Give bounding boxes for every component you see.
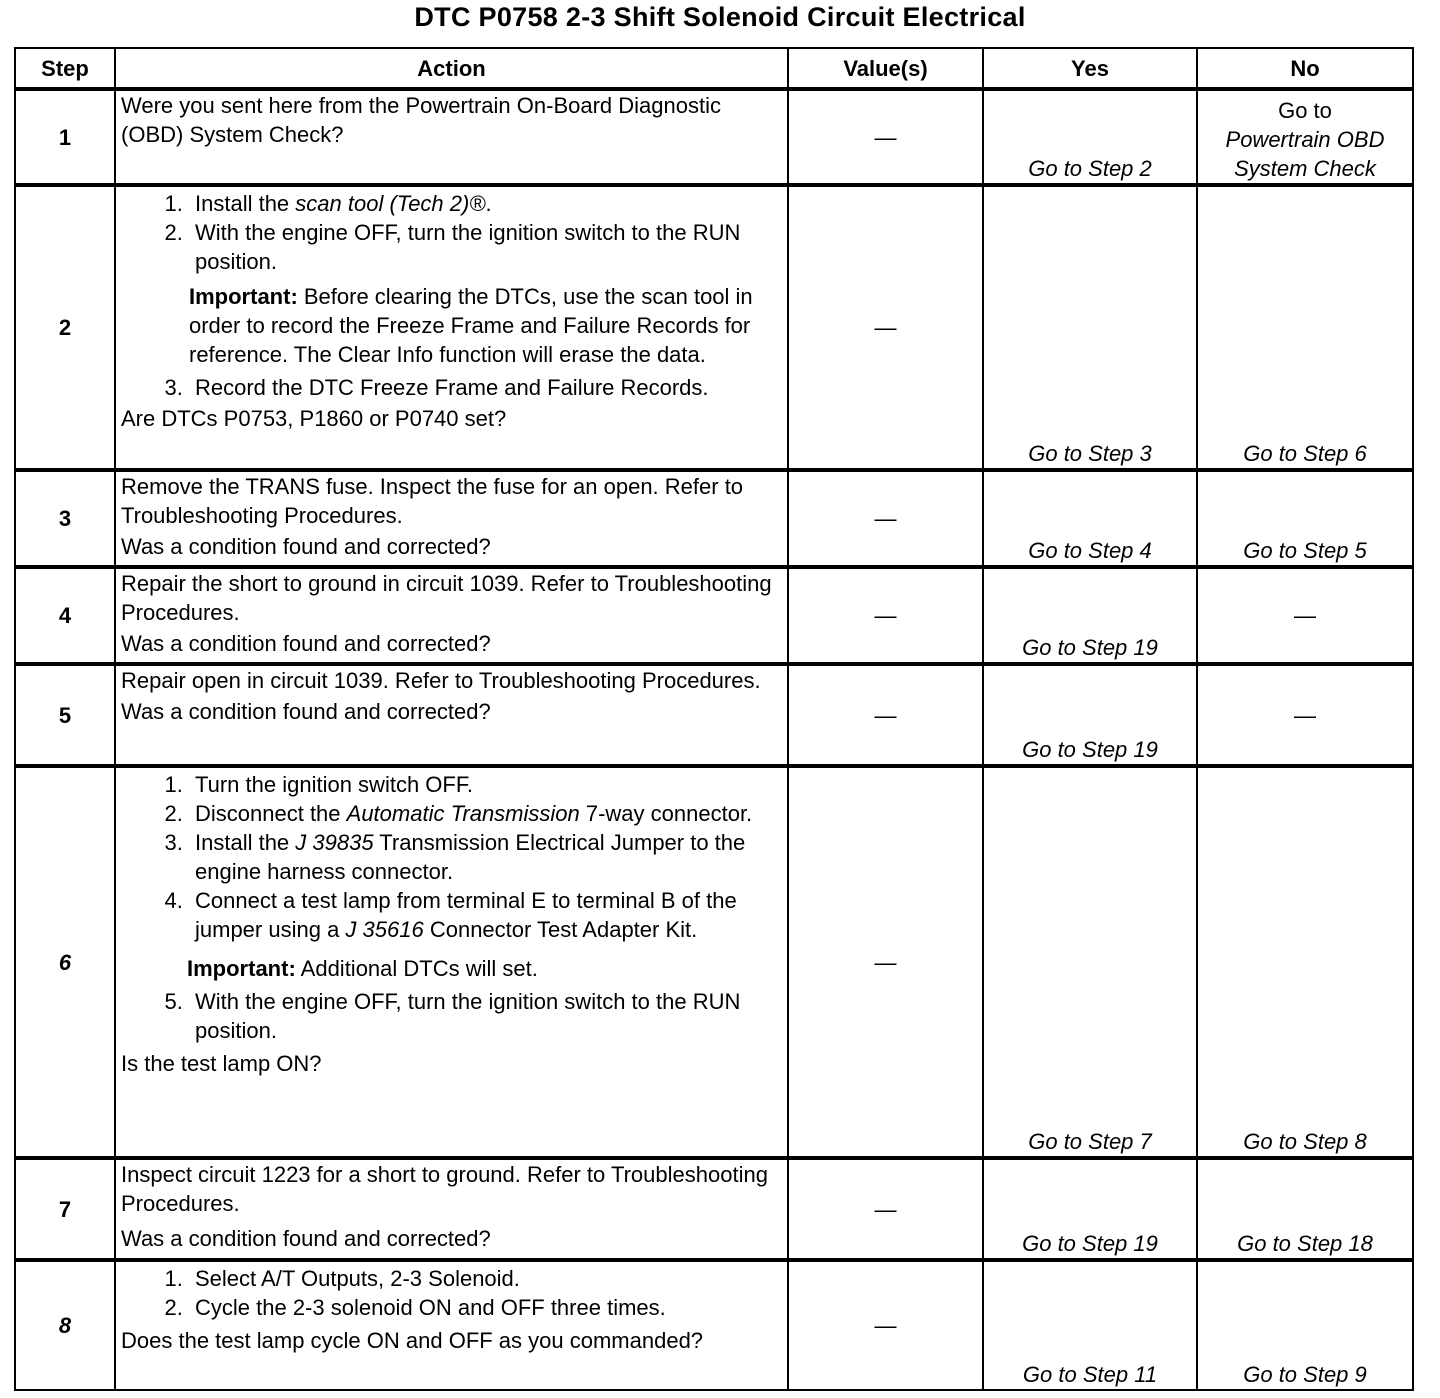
table-row-step-6 <box>15 766 1413 1158</box>
yes-cell: Go to Step 7 <box>983 766 1197 1158</box>
important-label: Important: <box>189 284 298 309</box>
action-cell <box>115 89 788 185</box>
no-cell <box>1197 89 1413 185</box>
yes-cell: Go to Step 4 <box>983 470 1197 567</box>
table-row-step-7 <box>15 1158 1413 1260</box>
action-cell <box>115 185 788 470</box>
important-text: Additional DTCs will set. <box>295 956 538 981</box>
important-text: Before clearing the DTCs, use the scan tool in order to record the Freeze Frame and Failure Records for reference. The Clear Info function will erase the data. <box>189 284 753 367</box>
question-text: Is the test lamp ON? <box>121 1051 322 1076</box>
list-item: 1. Select A/T Outputs, 2-3 Solenoid. <box>189 1264 787 1293</box>
header-step: Step <box>15 48 115 89</box>
action-text: Were you sent here from the Powertrain On-Board Diagnostic (OBD) System Check? <box>121 93 721 147</box>
action-text: Remove the TRANS fuse. Inspect the fuse for an open. Refer to Troubleshooting Procedures. <box>121 474 744 528</box>
header-values: Value(s) <box>788 48 983 89</box>
no-cell: — <box>1197 664 1413 766</box>
value-cell: — <box>788 664 983 766</box>
no-cell: Go to Step 5 <box>1197 470 1413 567</box>
list-item: 2. Disconnect the Automatic Transmission 7-way connector. <box>189 799 787 828</box>
table-row-step-1 <box>15 89 1413 185</box>
important-label: Important: <box>187 956 296 981</box>
table-row-step-8 <box>15 1260 1413 1390</box>
action-cell <box>115 1158 788 1260</box>
instruction-list <box>121 373 787 402</box>
value-cell: — <box>788 766 983 1158</box>
step-number: 4 <box>15 567 115 664</box>
list-item: 5. With the engine OFF, turn the ignition switch to the RUN position. <box>189 987 787 1045</box>
no-cell: Go to Step 9 <box>1197 1260 1413 1390</box>
yes-cell: Go to Step 11 <box>983 1260 1197 1390</box>
value-cell: — <box>788 89 983 185</box>
table-row-step-4 <box>15 567 1413 664</box>
value-cell: — <box>788 470 983 567</box>
yes-cell: Go to Step 19 <box>983 567 1197 664</box>
header-no: No <box>1197 48 1413 89</box>
yes-cell: Go to Step 19 <box>983 664 1197 766</box>
list-item: 4. Connect a test lamp from terminal E to terminal B of the jumper using a J 35616 Connector Test Adapter Kit. <box>189 886 787 944</box>
instruction-list <box>121 770 787 944</box>
question-text: Does the test lamp cycle ON and OFF as you commanded? <box>121 1328 704 1353</box>
list-item: 2. With the engine OFF, turn the ignition switch to the RUN position. <box>189 218 787 276</box>
step-number: 7 <box>15 1158 115 1260</box>
question-text: Was a condition found and corrected? <box>121 1226 491 1251</box>
value-cell: — <box>788 567 983 664</box>
step-number: 8 <box>15 1260 115 1390</box>
no-cell: Go to Step 18 <box>1197 1158 1413 1260</box>
question-text: Was a condition found and corrected? <box>121 631 491 656</box>
important-note <box>189 282 787 369</box>
header-action: Action <box>115 48 788 89</box>
yes-cell: Go to Step 3 <box>983 185 1197 470</box>
diagnostic-table <box>14 47 1414 1391</box>
step-number: 6 <box>15 766 115 1158</box>
yes-cell: Go to Step 2 <box>983 89 1197 185</box>
no-cell: Go to Step 8 <box>1197 766 1413 1158</box>
list-item: 1. Install the scan tool (Tech 2)®. <box>189 189 787 218</box>
list-item: 1. Turn the ignition switch OFF. <box>189 770 787 799</box>
question-text: Was a condition found and corrected? <box>121 534 491 559</box>
page-title: DTC P0758 2-3 Shift Solenoid Circuit Electrical <box>414 2 1026 32</box>
value-cell: — <box>788 1260 983 1390</box>
action-cell <box>115 567 788 664</box>
action-cell <box>115 1260 788 1390</box>
list-item: 3. Record the DTC Freeze Frame and Failure Records. <box>189 373 787 402</box>
instruction-list <box>121 1264 787 1322</box>
important-note <box>187 954 787 983</box>
step-number: 5 <box>15 664 115 766</box>
value-cell: — <box>788 1158 983 1260</box>
step-number: 1 <box>15 89 115 185</box>
question-text: Was a condition found and corrected? <box>121 699 491 724</box>
header-yes: Yes <box>983 48 1197 89</box>
action-cell <box>115 664 788 766</box>
table-row-step-3 <box>15 470 1413 567</box>
action-cell <box>115 470 788 567</box>
action-text: Repair the short to ground in circuit 1039. Refer to Troubleshooting Procedures. <box>121 571 772 625</box>
step-number: 3 <box>15 470 115 567</box>
instruction-list <box>121 987 787 1045</box>
no-cell: Go to Step 6 <box>1197 185 1413 470</box>
no-cell: — <box>1197 567 1413 664</box>
no-goto-target: Powertrain OBD System Check <box>1225 127 1385 181</box>
list-item: 2. Cycle the 2-3 solenoid ON and OFF three times. <box>189 1293 787 1322</box>
no-goto-prefix: Go to <box>1278 98 1332 123</box>
list-item: 3. Install the J 39835 Transmission Electrical Jumper to the engine harness connector. <box>189 828 787 886</box>
question-text: Are DTCs P0753, P1860 or P0740 set? <box>121 406 507 431</box>
table-row-step-5 <box>15 664 1413 766</box>
table-row-step-2 <box>15 185 1413 470</box>
yes-cell: Go to Step 19 <box>983 1158 1197 1260</box>
instruction-list <box>121 189 787 276</box>
action-cell <box>115 766 788 1158</box>
action-text: Inspect circuit 1223 for a short to ground. Refer to Troubleshooting Procedures. <box>121 1162 768 1216</box>
value-cell: — <box>788 185 983 470</box>
step-number: 2 <box>15 185 115 470</box>
action-text: Repair open in circuit 1039. Refer to Troubleshooting Procedures. <box>121 668 761 693</box>
table-header-row <box>15 48 1413 89</box>
